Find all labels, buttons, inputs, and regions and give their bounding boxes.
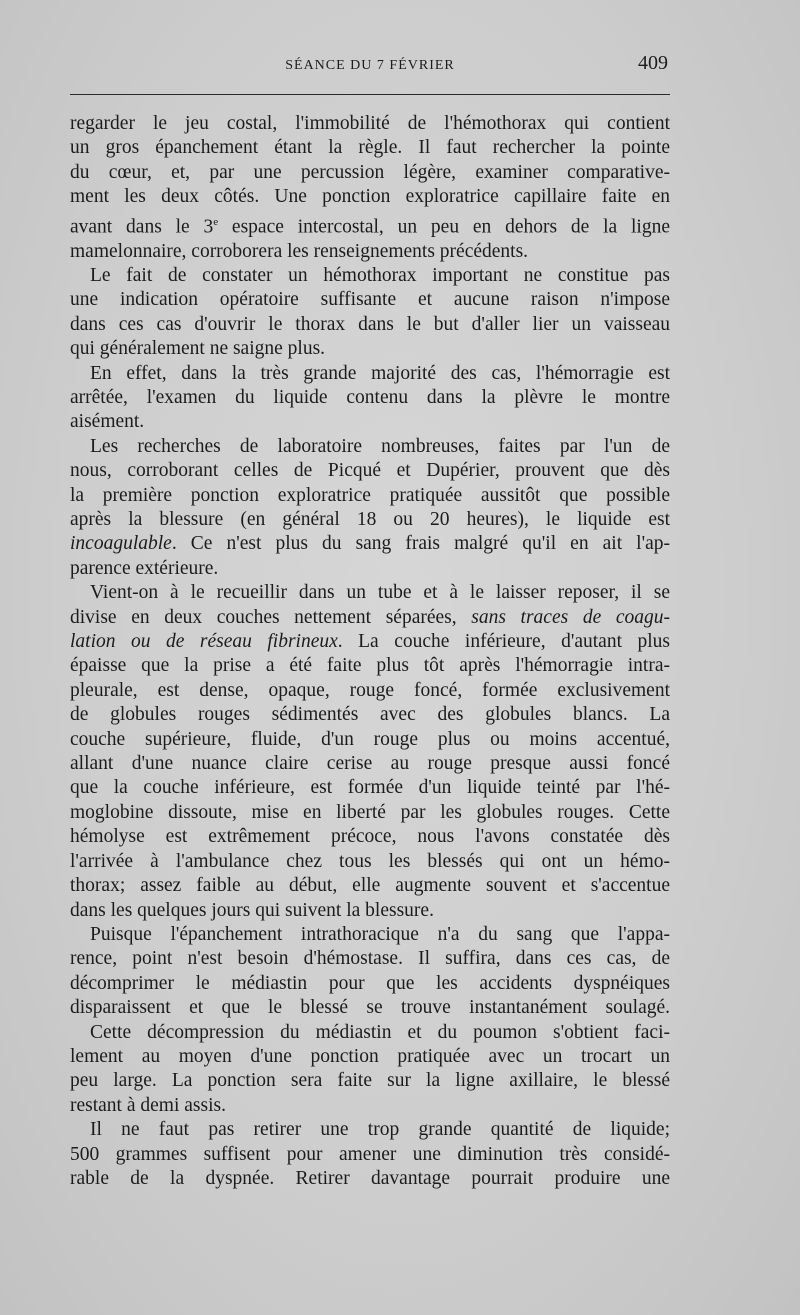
text-line: En effet, dans la très grande majorité des cas, l'hémorragie est [90, 362, 670, 384]
text-line: peu large. La ponction sera faite sur la ligne axillaire, le blessé [70, 1070, 670, 1092]
text-line: regarder le jeu costal, l'immobilité de l'hémothorax qui contient [70, 113, 670, 134]
italic-phrase: incoagulable [70, 533, 172, 555]
text-line: Il ne faut pas retirer une trop grande quantité de liquide; [90, 1119, 670, 1141]
text-line: moglobine dissoute, mise en liberté par les globules rouges. Cette [70, 801, 670, 823]
text-line: lation ou de réseau fibrineux. La couche inférieure, d'autant plus [70, 631, 670, 653]
text-line: dans ces cas d'ouvrir le thorax dans le but d'aller lier un vaisseau [70, 313, 670, 335]
text-line: allant d'une nuance claire cerise au rouge presque aussi foncé [70, 753, 670, 775]
text-line: hémolyse est extrêmement précoce, nous l'avons constatée dès [70, 826, 670, 848]
text-line: que la couche inférieure, est formée d'un liquide teinté par l'hé- [70, 777, 670, 799]
text-line: lement au moyen d'une ponction pratiquée avec un trocart un [70, 1045, 670, 1067]
italic-phrase: lation ou de réseau fibrineux [70, 631, 338, 653]
text-line: avant dans le 3e espace intercostal, un peu en dehors de la ligne [70, 215, 670, 238]
text-line: aisément. [70, 411, 145, 433]
text-line: parence extérieure. [70, 557, 219, 579]
text-line: la première ponction exploratrice pratiquée aussitôt que possible [70, 484, 670, 506]
text-line: thorax; assez faible au début, elle augmente souvent et s'accentue [70, 875, 670, 897]
text-line: disparaissent et que le blessé se trouve instantanément soulagé. [70, 997, 670, 1019]
text-line: du cœur, et, par une percussion légère, examiner comparative- [70, 161, 670, 183]
text-line: ment les deux côtés. Une ponction exploratrice capillaire faite en [70, 186, 670, 208]
page-number: 409 [638, 52, 668, 74]
running-title: SÉANCE DU 7 FÉVRIER [285, 58, 455, 73]
text-line: un gros épanchement étant la règle. Il faut rechercher la pointe [70, 137, 670, 159]
text-line: mamelonnaire, corroborera les renseignements précédents. [70, 240, 529, 262]
text-line: une indication opératoire suffisante et aucune raison n'impose [70, 289, 670, 311]
text-line: Vient-on à le recueillir dans un tube et à le laisser reposer, il se [90, 582, 670, 604]
text-line: pleurale, est dense, opaque, rouge foncé, formée exclusivement [70, 679, 670, 701]
text-line: couche supérieure, fluide, d'un rouge plus ou moins accentué, [70, 728, 670, 750]
text-line: nous, corroborant celles de Picqué et Dupérier, prouvent que dès [70, 460, 670, 482]
text-line: arrêtée, l'examen du liquide contenu dans la plèvre le montre [70, 386, 670, 408]
text-line: de globules rouges sédimentés avec des globules blancs. La [70, 704, 670, 726]
text-line: qui généralement ne saigne plus. [70, 338, 326, 360]
text-line: après la blessure (en général 18 ou 20 heures), le liquide est [70, 509, 670, 530]
header-rule [70, 94, 670, 95]
text-line: Puisque l'épanchement intrathoracique n'a du sang que l'appa- [90, 923, 670, 945]
text-line: Les recherches de laboratoire nombreuses, faites par l'un de [90, 435, 670, 457]
text-line: incoagulable. Ce n'est plus du sang frais malgré qu'il en ait l'ap- [70, 533, 670, 555]
italic-phrase: sans traces de coagu- [471, 606, 671, 628]
body-text [70, 112, 670, 1191]
text-line: rence, point n'est besoin d'hémostase. Il suffira, dans ces cas, de [70, 948, 670, 970]
text-line: Le fait de constater un hémothorax important ne constitue pas [90, 264, 670, 286]
text-line: Cette décompression du médiastin et du poumon s'obtient faci- [90, 1021, 670, 1043]
text-line: épaisse que la prise a été faite plus tôt après l'hémorragie intra- [70, 655, 670, 677]
text-line: restant à demi assis. [70, 1094, 226, 1116]
text-line: divise en deux couches nettement séparées, sans traces de coagu- [70, 606, 671, 628]
text-line: rable de la dyspnée. Retirer davantage pourrait produire une [70, 1167, 670, 1189]
text-line: 500 grammes suffisent pour amener une diminution très considé- [70, 1143, 670, 1165]
text-line: l'arrivée à l'ambulance chez tous les blessés qui ont un hémo- [70, 850, 670, 872]
text-line: dans les quelques jours qui suivent la blessure. [70, 899, 434, 921]
text-line: décomprimer le médiastin pour que les accidents dyspnéiques [70, 972, 670, 994]
page-header [70, 52, 670, 82]
